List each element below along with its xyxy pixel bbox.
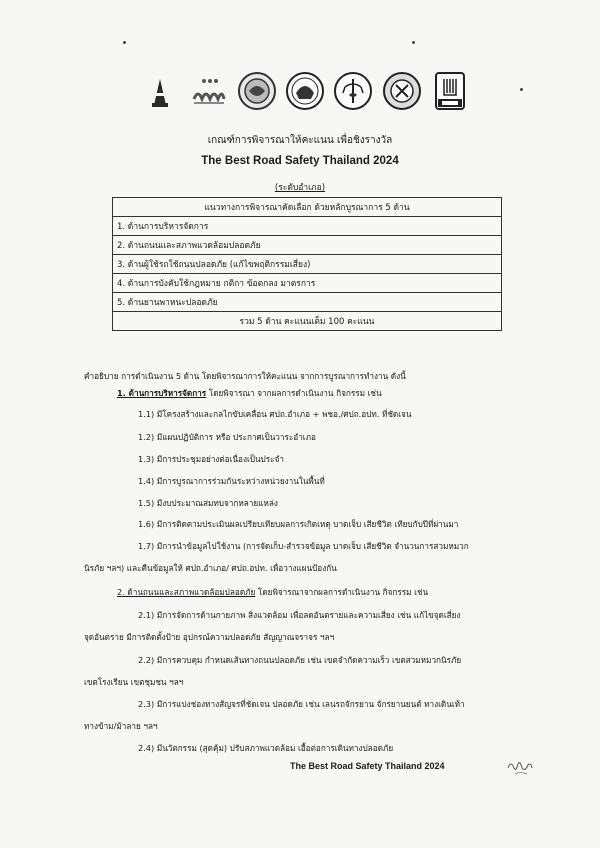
criteria-table-header: แนวทางการพิจารณาคัดเลือก ด้วยหลักบูรณาการ 5 ด้าน — [113, 198, 502, 217]
thai-health-logo-icon — [237, 71, 277, 111]
criteria-table — [112, 197, 502, 331]
footer-brand: The Best Road Safety Thailand 2024 — [290, 761, 445, 771]
logo-row — [140, 68, 470, 114]
s1-item: 1.2) มีแผนปฏิบัติการ หรือ ประกาศเป็นวาระอำเภอ — [138, 432, 316, 442]
s1-item: 1.1) มีโครงสร้างและกลไกขับเคลื่อน ศปถ.อำเภอ + พชอ./ศปถ.อปท. ที่ชัดเจน — [138, 409, 412, 419]
dlt-logo-icon — [430, 71, 470, 111]
criteria-row: 3. ด้านผู้ใช้รถใช้ถนนปลอดภัย (แก้ไขพฤติกรรมเสี่ยง) — [113, 255, 502, 274]
scan-dot — [520, 88, 523, 91]
ministry-seal-icon — [285, 71, 325, 111]
s1-item: 1.4) มีการบูรณาการร่วมกันระหว่างหน่วยงานในพื้นที่ — [138, 476, 325, 486]
criteria-row: 1. ด้านการบริหารจัดการ — [113, 217, 502, 236]
s1-item: 1.6) มีการติดตามประเมินผลเปรียบเทียบผลการเกิดเหตุ บาดเจ็บ เสียชีวิต เทียบกับปีที่ผ่านมา — [138, 519, 459, 529]
section-2-heading — [117, 586, 428, 598]
s1-item-cont: นิรภัย ฯลฯ) และคืนข้อมูลให้ ศปถ.อำเภอ/ ศปถ.อปท. เพื่อวางแผนป้องกัน — [84, 563, 337, 573]
s1-item: 1.3) มีการประชุมอย่างต่อเนื่องเป็นประจำ — [138, 454, 284, 464]
section-2-title: 2. ด้านถนนและสภาพแวดล้อมปลอดภัย — [117, 587, 256, 597]
s2-item-cont: เขตโรงเรียน เขตชุมชน ฯลฯ — [84, 677, 184, 687]
police-logo-icon — [140, 71, 180, 111]
road-safety-logo-icon — [188, 71, 228, 111]
s2-item: 2.4) มีนวัตกรรม (สุดคุ้ม) ปรับสภาพแวดล้อม เอื้อต่อการเดินทางปลอดภัย — [138, 743, 394, 753]
s1-item: 1.7) มีการนำข้อมูลไปใช้งาน (การจัดเก็บ-สำรวจข้อมูล บาดเจ็บ เสียชีวิต จำนวนการสวมหมวก — [138, 541, 469, 551]
criteria-row: 5. ด้านยานพาหนะปลอดภัย — [113, 293, 502, 312]
section-1-title: 1. ด้านการบริหารจัดการ — [117, 388, 207, 398]
section-1-heading — [117, 387, 382, 399]
section-1-desc: โดยพิจารณา จากผลการดำเนินงาน กิจกรรม เช่น — [206, 388, 382, 398]
document-title: เกณฑ์การพิจารณาให้คะแนน เพื่อชิงรางวัล — [207, 135, 393, 146]
level-label: (ระดับอำเภอ) — [274, 183, 326, 193]
disaster-prevention-seal-icon — [382, 71, 422, 111]
s2-item-cont: ทางข้าม/ม้าลาย ฯลฯ — [84, 721, 158, 731]
public-health-seal-icon — [333, 71, 373, 111]
criteria-total: รวม 5 ด้าน คะแนนเต็ม 100 คะแนน — [113, 312, 502, 331]
section-2-desc: โดยพิจารณาจากผลการดำเนินงาน กิจกรรม เช่น — [255, 587, 429, 597]
s1-item: 1.5) มีงบประมาณสมทบจากหลายแหล่ง — [138, 498, 278, 508]
intro-text: คำอธิบาย การดำเนินงาน 5 ด้าน โดยพิจารณาการให้คะแนน จากการบูรณาการทำงาน ดังนี้ — [84, 371, 406, 381]
award-title: The Best Road Safety Thailand 2024 — [201, 155, 399, 167]
s2-item-cont: จุดอันตราย มีการติดตั้งป้าย อุปกรณ์ความปลอดภัย สัญญาณจราจร ฯลฯ — [84, 632, 335, 642]
s2-item: 2.3) มีการแบ่งช่องทางสัญจรที่ชัดเจน ปลอดภัย เช่น เลนรถจักรยาน จักรยานยนต์ ทางเดินเท้า — [138, 699, 465, 709]
s2-item: 2.1) มีการจัดการด้านกายภาพ สิ่งแวดล้อม เพื่อลดอันตรายและความเสี่ยง เช่น แก้ไขจุดเสี่ยง — [138, 610, 461, 620]
scan-dot — [412, 41, 415, 44]
criteria-row: 2. ด้านถนนและสภาพแวดล้อมปลอดภัย — [113, 236, 502, 255]
criteria-row: 4. ด้านการบังคับใช้กฎหมาย กติกา ข้อตกลง มาตรการ — [113, 274, 502, 293]
scan-dot — [123, 41, 126, 44]
signature-icon — [505, 756, 535, 778]
s2-item: 2.2) มีการควบคุม กำหนดเส้นทางถนนปลอดภัย เช่น เขตจำกัดความเร็ว เขตสวมหมวกนิรภัย — [138, 655, 462, 665]
